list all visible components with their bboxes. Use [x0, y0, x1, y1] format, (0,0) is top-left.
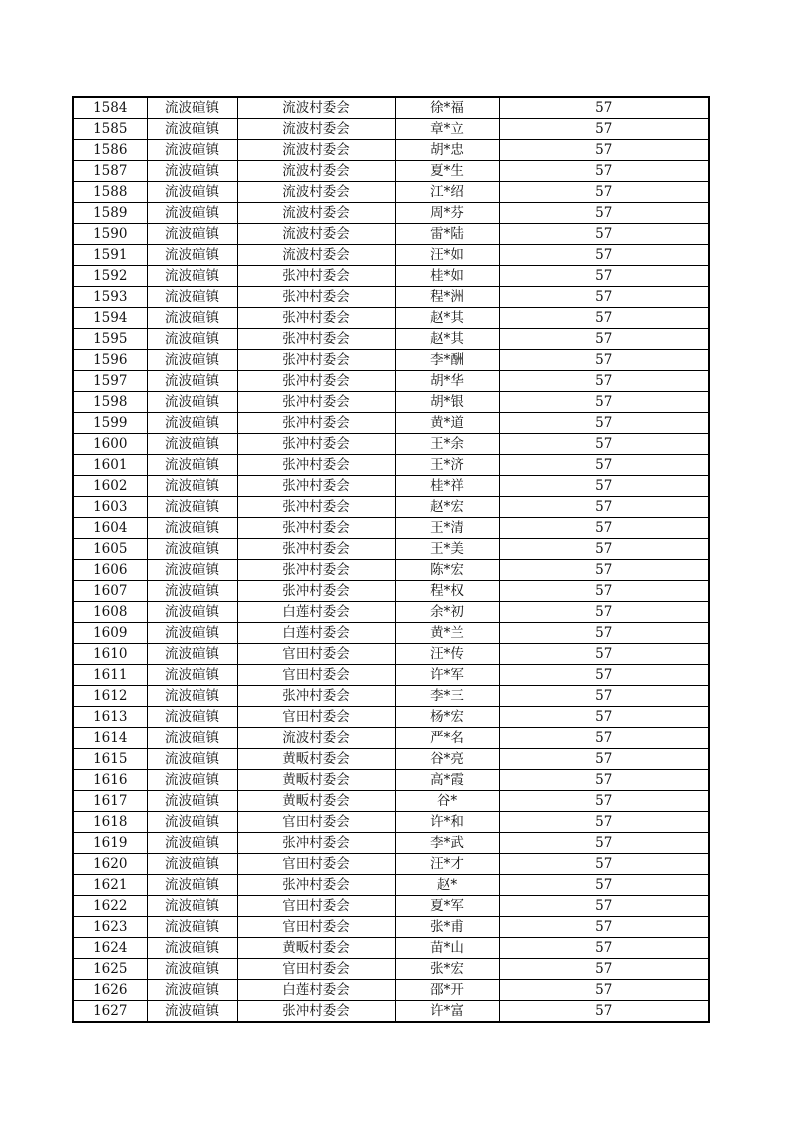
town-cell: 流波碹镇 [147, 770, 237, 791]
town-cell: 流波碹镇 [147, 266, 237, 287]
name-cell: 邵*开 [395, 980, 499, 1001]
town-cell: 流波碹镇 [147, 602, 237, 623]
name-cell: 胡*银 [395, 392, 499, 413]
value-cell: 57 [499, 97, 709, 119]
town-cell: 流波碹镇 [147, 161, 237, 182]
value-cell: 57 [499, 875, 709, 896]
value-cell: 57 [499, 413, 709, 434]
table-row [73, 119, 709, 140]
row-number-cell: 1607 [73, 581, 147, 602]
table-row [73, 602, 709, 623]
value-cell: 57 [499, 623, 709, 644]
table-row [73, 140, 709, 161]
name-cell: 李*酬 [395, 350, 499, 371]
table-row [73, 224, 709, 245]
village-cell: 官田村委会 [237, 665, 395, 686]
row-number-cell: 1606 [73, 560, 147, 581]
row-number-cell: 1590 [73, 224, 147, 245]
value-cell: 57 [499, 896, 709, 917]
value-cell: 57 [499, 749, 709, 770]
table-row [73, 455, 709, 476]
village-cell: 张冲村委会 [237, 266, 395, 287]
row-number-cell: 1617 [73, 791, 147, 812]
value-cell: 57 [499, 476, 709, 497]
row-number-cell: 1623 [73, 917, 147, 938]
table-row [73, 854, 709, 875]
value-cell: 57 [499, 770, 709, 791]
value-cell: 57 [499, 980, 709, 1001]
name-cell: 赵*其 [395, 308, 499, 329]
table-row [73, 833, 709, 854]
value-cell: 57 [499, 833, 709, 854]
table-row [73, 434, 709, 455]
name-cell: 雷*陆 [395, 224, 499, 245]
value-cell: 57 [499, 350, 709, 371]
row-number-cell: 1592 [73, 266, 147, 287]
value-cell: 57 [499, 728, 709, 749]
row-number-cell: 1622 [73, 896, 147, 917]
town-cell: 流波碹镇 [147, 1001, 237, 1023]
town-cell: 流波碹镇 [147, 938, 237, 959]
value-cell: 57 [499, 560, 709, 581]
table-row [73, 97, 709, 119]
row-number-cell: 1613 [73, 707, 147, 728]
table-row [73, 413, 709, 434]
name-cell: 程*洲 [395, 287, 499, 308]
name-cell: 王*美 [395, 539, 499, 560]
town-cell: 流波碹镇 [147, 791, 237, 812]
value-cell: 57 [499, 266, 709, 287]
town-cell: 流波碹镇 [147, 665, 237, 686]
town-cell: 流波碹镇 [147, 833, 237, 854]
village-cell: 流波村委会 [237, 224, 395, 245]
name-cell: 黄*道 [395, 413, 499, 434]
town-cell: 流波碹镇 [147, 812, 237, 833]
town-cell: 流波碹镇 [147, 287, 237, 308]
value-cell: 57 [499, 518, 709, 539]
row-number-cell: 1602 [73, 476, 147, 497]
village-cell: 张冲村委会 [237, 371, 395, 392]
table-row [73, 539, 709, 560]
row-number-cell: 1604 [73, 518, 147, 539]
table-row [73, 497, 709, 518]
village-cell: 黄畈村委会 [237, 938, 395, 959]
value-cell: 57 [499, 686, 709, 707]
name-cell: 许*军 [395, 665, 499, 686]
name-cell: 李*三 [395, 686, 499, 707]
village-cell: 张冲村委会 [237, 455, 395, 476]
row-number-cell: 1614 [73, 728, 147, 749]
name-cell: 张*宏 [395, 959, 499, 980]
town-cell: 流波碹镇 [147, 539, 237, 560]
name-cell: 江*绍 [395, 182, 499, 203]
town-cell: 流波碹镇 [147, 560, 237, 581]
value-cell: 57 [499, 245, 709, 266]
name-cell: 胡*忠 [395, 140, 499, 161]
name-cell: 杨*宏 [395, 707, 499, 728]
table-row [73, 770, 709, 791]
row-number-cell: 1596 [73, 350, 147, 371]
table-row [73, 203, 709, 224]
name-cell: 李*武 [395, 833, 499, 854]
value-cell: 57 [499, 224, 709, 245]
table-row [73, 980, 709, 1001]
table-row [73, 182, 709, 203]
table-row [73, 476, 709, 497]
village-cell: 张冲村委会 [237, 560, 395, 581]
value-cell: 57 [499, 707, 709, 728]
town-cell: 流波碹镇 [147, 97, 237, 119]
name-cell: 许*和 [395, 812, 499, 833]
table-row [73, 392, 709, 413]
town-cell: 流波碹镇 [147, 203, 237, 224]
table-row [73, 329, 709, 350]
town-cell: 流波碹镇 [147, 707, 237, 728]
row-number-cell: 1610 [73, 644, 147, 665]
value-cell: 57 [499, 959, 709, 980]
town-cell: 流波碹镇 [147, 896, 237, 917]
village-cell: 张冲村委会 [237, 875, 395, 896]
village-cell: 官田村委会 [237, 854, 395, 875]
name-cell: 许*富 [395, 1001, 499, 1023]
name-cell: 章*立 [395, 119, 499, 140]
row-number-cell: 1598 [73, 392, 147, 413]
table-row [73, 266, 709, 287]
table-row [73, 896, 709, 917]
value-cell: 57 [499, 329, 709, 350]
town-cell: 流波碹镇 [147, 497, 237, 518]
village-cell: 官田村委会 [237, 644, 395, 665]
value-cell: 57 [499, 371, 709, 392]
name-cell: 王*余 [395, 434, 499, 455]
name-cell: 严*名 [395, 728, 499, 749]
value-cell: 57 [499, 497, 709, 518]
name-cell: 黄*兰 [395, 623, 499, 644]
name-cell: 谷*亮 [395, 749, 499, 770]
town-cell: 流波碹镇 [147, 413, 237, 434]
table-row [73, 350, 709, 371]
name-cell: 赵*宏 [395, 497, 499, 518]
town-cell: 流波碹镇 [147, 434, 237, 455]
village-cell: 流波村委会 [237, 140, 395, 161]
value-cell: 57 [499, 1001, 709, 1023]
value-cell: 57 [499, 308, 709, 329]
town-cell: 流波碹镇 [147, 581, 237, 602]
row-number-cell: 1611 [73, 665, 147, 686]
name-cell: 高*霞 [395, 770, 499, 791]
row-number-cell: 1584 [73, 97, 147, 119]
village-cell: 张冲村委会 [237, 413, 395, 434]
table-row [73, 623, 709, 644]
row-number-cell: 1603 [73, 497, 147, 518]
village-cell: 官田村委会 [237, 707, 395, 728]
town-cell: 流波碹镇 [147, 917, 237, 938]
row-number-cell: 1616 [73, 770, 147, 791]
name-cell: 赵* [395, 875, 499, 896]
value-cell: 57 [499, 644, 709, 665]
name-cell: 徐*福 [395, 97, 499, 119]
village-cell: 官田村委会 [237, 959, 395, 980]
town-cell: 流波碹镇 [147, 455, 237, 476]
value-cell: 57 [499, 665, 709, 686]
town-cell: 流波碹镇 [147, 875, 237, 896]
village-cell: 张冲村委会 [237, 497, 395, 518]
row-number-cell: 1587 [73, 161, 147, 182]
name-cell: 谷* [395, 791, 499, 812]
village-cell: 黄畈村委会 [237, 791, 395, 812]
name-cell: 汪*如 [395, 245, 499, 266]
village-cell: 张冲村委会 [237, 434, 395, 455]
name-cell: 夏*军 [395, 896, 499, 917]
town-cell: 流波碹镇 [147, 749, 237, 770]
value-cell: 57 [499, 287, 709, 308]
row-number-cell: 1594 [73, 308, 147, 329]
row-number-cell: 1593 [73, 287, 147, 308]
town-cell: 流波碹镇 [147, 392, 237, 413]
village-cell: 流波村委会 [237, 119, 395, 140]
name-cell: 王*清 [395, 518, 499, 539]
value-cell: 57 [499, 434, 709, 455]
row-number-cell: 1626 [73, 980, 147, 1001]
name-cell: 程*权 [395, 581, 499, 602]
village-cell: 黄畈村委会 [237, 749, 395, 770]
name-cell: 赵*其 [395, 329, 499, 350]
town-cell: 流波碹镇 [147, 182, 237, 203]
table-row [73, 749, 709, 770]
table-row [73, 812, 709, 833]
village-cell: 白莲村委会 [237, 602, 395, 623]
name-cell: 桂*祥 [395, 476, 499, 497]
row-number-cell: 1589 [73, 203, 147, 224]
town-cell: 流波碹镇 [147, 518, 237, 539]
table-row [73, 917, 709, 938]
name-cell: 苗*山 [395, 938, 499, 959]
town-cell: 流波碹镇 [147, 854, 237, 875]
row-number-cell: 1618 [73, 812, 147, 833]
village-cell: 官田村委会 [237, 896, 395, 917]
value-cell: 57 [499, 812, 709, 833]
village-cell: 张冲村委会 [237, 287, 395, 308]
value-cell: 57 [499, 938, 709, 959]
village-cell: 张冲村委会 [237, 686, 395, 707]
value-cell: 57 [499, 917, 709, 938]
town-cell: 流波碹镇 [147, 245, 237, 266]
row-number-cell: 1615 [73, 749, 147, 770]
table-row [73, 245, 709, 266]
row-number-cell: 1591 [73, 245, 147, 266]
table-row [73, 959, 709, 980]
row-number-cell: 1605 [73, 539, 147, 560]
village-cell: 张冲村委会 [237, 1001, 395, 1023]
town-cell: 流波碹镇 [147, 350, 237, 371]
table-row [73, 518, 709, 539]
value-cell: 57 [499, 140, 709, 161]
town-cell: 流波碹镇 [147, 224, 237, 245]
village-cell: 白莲村委会 [237, 980, 395, 1001]
village-cell: 张冲村委会 [237, 539, 395, 560]
value-cell: 57 [499, 392, 709, 413]
village-cell: 流波村委会 [237, 728, 395, 749]
village-cell: 流波村委会 [237, 245, 395, 266]
table-row [73, 707, 709, 728]
table-row [73, 875, 709, 896]
village-cell: 张冲村委会 [237, 833, 395, 854]
name-cell: 周*芬 [395, 203, 499, 224]
town-cell: 流波碹镇 [147, 623, 237, 644]
table-row [73, 581, 709, 602]
name-cell: 胡*华 [395, 371, 499, 392]
table-row [73, 728, 709, 749]
table-row [73, 665, 709, 686]
value-cell: 57 [499, 455, 709, 476]
value-cell: 57 [499, 581, 709, 602]
row-number-cell: 1609 [73, 623, 147, 644]
table-row [73, 938, 709, 959]
row-number-cell: 1625 [73, 959, 147, 980]
table-row [73, 371, 709, 392]
town-cell: 流波碹镇 [147, 371, 237, 392]
value-cell: 57 [499, 203, 709, 224]
town-cell: 流波碹镇 [147, 980, 237, 1001]
value-cell: 57 [499, 161, 709, 182]
name-cell: 夏*生 [395, 161, 499, 182]
value-cell: 57 [499, 854, 709, 875]
name-cell: 桂*如 [395, 266, 499, 287]
village-cell: 张冲村委会 [237, 329, 395, 350]
town-cell: 流波碹镇 [147, 728, 237, 749]
row-number-cell: 1597 [73, 371, 147, 392]
row-number-cell: 1599 [73, 413, 147, 434]
village-cell: 张冲村委会 [237, 518, 395, 539]
row-number-cell: 1600 [73, 434, 147, 455]
value-cell: 57 [499, 182, 709, 203]
row-number-cell: 1585 [73, 119, 147, 140]
value-cell: 57 [499, 602, 709, 623]
row-number-cell: 1595 [73, 329, 147, 350]
table-row [73, 686, 709, 707]
town-cell: 流波碹镇 [147, 644, 237, 665]
village-cell: 白莲村委会 [237, 623, 395, 644]
town-cell: 流波碹镇 [147, 119, 237, 140]
name-cell: 陈*宏 [395, 560, 499, 581]
value-cell: 57 [499, 539, 709, 560]
table-row [73, 560, 709, 581]
name-cell: 汪*才 [395, 854, 499, 875]
village-cell: 流波村委会 [237, 161, 395, 182]
village-cell: 黄畈村委会 [237, 770, 395, 791]
town-cell: 流波碹镇 [147, 329, 237, 350]
table-row [73, 308, 709, 329]
table-row [73, 287, 709, 308]
table-row [73, 791, 709, 812]
row-number-cell: 1601 [73, 455, 147, 476]
table-row [73, 644, 709, 665]
village-cell: 流波村委会 [237, 97, 395, 119]
village-cell: 张冲村委会 [237, 308, 395, 329]
town-cell: 流波碹镇 [147, 959, 237, 980]
value-cell: 57 [499, 119, 709, 140]
town-cell: 流波碹镇 [147, 308, 237, 329]
row-number-cell: 1621 [73, 875, 147, 896]
name-cell: 余*初 [395, 602, 499, 623]
village-cell: 流波村委会 [237, 203, 395, 224]
village-cell: 张冲村委会 [237, 392, 395, 413]
village-cell: 流波村委会 [237, 182, 395, 203]
name-cell: 汪*传 [395, 644, 499, 665]
village-cell: 张冲村委会 [237, 350, 395, 371]
village-cell: 官田村委会 [237, 812, 395, 833]
town-cell: 流波碹镇 [147, 476, 237, 497]
row-number-cell: 1608 [73, 602, 147, 623]
town-cell: 流波碹镇 [147, 686, 237, 707]
value-cell: 57 [499, 791, 709, 812]
village-cell: 张冲村委会 [237, 476, 395, 497]
table-row [73, 161, 709, 182]
town-cell: 流波碹镇 [147, 140, 237, 161]
village-cell: 官田村委会 [237, 917, 395, 938]
row-number-cell: 1627 [73, 1001, 147, 1023]
row-number-cell: 1619 [73, 833, 147, 854]
row-number-cell: 1586 [73, 140, 147, 161]
village-cell: 张冲村委会 [237, 581, 395, 602]
name-cell: 王*济 [395, 455, 499, 476]
row-number-cell: 1588 [73, 182, 147, 203]
row-number-cell: 1620 [73, 854, 147, 875]
table-body [73, 97, 709, 1022]
name-cell: 张*甫 [395, 917, 499, 938]
data-table [72, 96, 710, 1023]
row-number-cell: 1624 [73, 938, 147, 959]
table-row [73, 1001, 709, 1023]
row-number-cell: 1612 [73, 686, 147, 707]
